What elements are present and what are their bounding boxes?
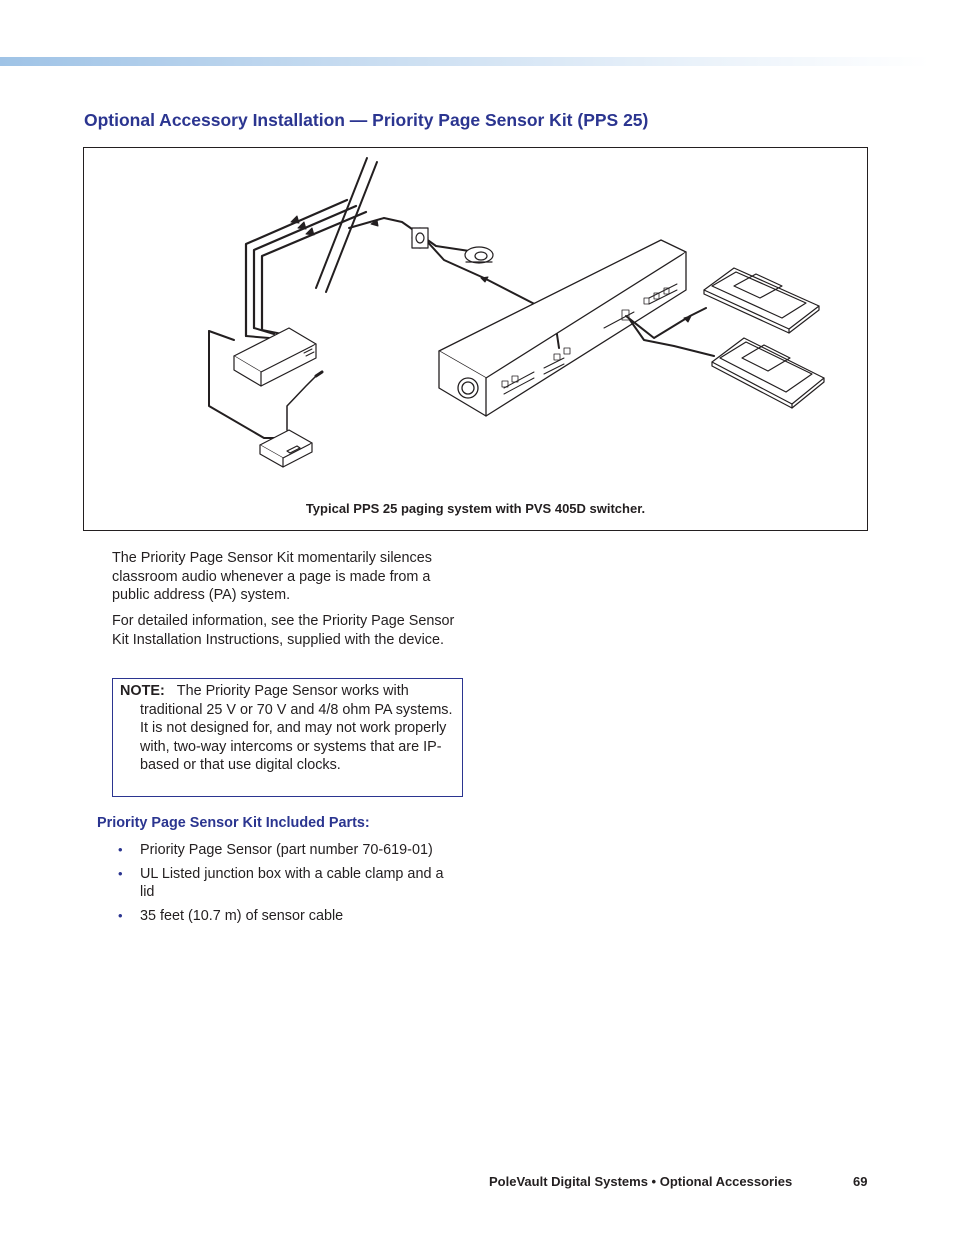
paging-speaker bbox=[465, 247, 493, 263]
list-item bbox=[116, 841, 461, 860]
break-line-left bbox=[316, 158, 367, 288]
bullet-icon: • bbox=[118, 865, 123, 881]
section-title: Optional Accessory Installation — Priority Page Sensor Kit (PPS 25) bbox=[84, 110, 649, 130]
pps25-system-diagram bbox=[84, 148, 869, 532]
list-item-text: 35 feet (10.7 m) of sensor cable bbox=[140, 907, 344, 924]
junction-box bbox=[260, 430, 312, 467]
list-item-text: Priority Page Sensor (part number 70-619-01) bbox=[140, 842, 433, 858]
figure-caption: Typical PPS 25 paging system with PVS 405D switcher. bbox=[305, 501, 646, 516]
page-number: 69 bbox=[853, 1174, 868, 1189]
parts-list bbox=[116, 841, 461, 930]
intro-paragraph: The Priority Page Sensor Kit momentarily silences classroom audio whenever a page is made from a public address (PA) system. bbox=[112, 550, 432, 603]
header-gradient-bar bbox=[0, 57, 930, 66]
bullet-icon: • bbox=[118, 907, 123, 923]
sensor-clamp bbox=[412, 228, 428, 248]
note-box bbox=[112, 678, 463, 797]
pvs405d-switcher bbox=[439, 240, 686, 416]
note-label: NOTE: bbox=[120, 683, 165, 699]
parts-heading: Priority Page Sensor Kit Included Parts: bbox=[97, 815, 370, 831]
ceiling-speaker-1 bbox=[704, 268, 819, 333]
ceiling-speaker-2 bbox=[712, 338, 824, 408]
figure-box bbox=[83, 147, 868, 531]
speaker-cable-2 bbox=[630, 320, 714, 356]
list-item-text: UL Listed junction box with a cable clamp and a lid bbox=[140, 865, 444, 900]
note-text: The Priority Page Sensor works with traditional 25 V or 70 V and 4/8 ohm PA systems. It is not designed for, and may not work properly with, two-way intercoms or systems that are IP-based or that use digital clocks. bbox=[140, 683, 453, 774]
list-item bbox=[116, 907, 461, 926]
details-paragraph: For detailed information, see the Priority Page Sensor Kit Installation Instructions, supplied with the device. bbox=[112, 613, 455, 648]
footer-text: PoleVault Digital Systems • Optional Accessories bbox=[489, 1174, 793, 1189]
sensor-lead bbox=[287, 376, 316, 430]
bullet-icon: • bbox=[118, 842, 123, 857]
list-item bbox=[116, 865, 461, 902]
